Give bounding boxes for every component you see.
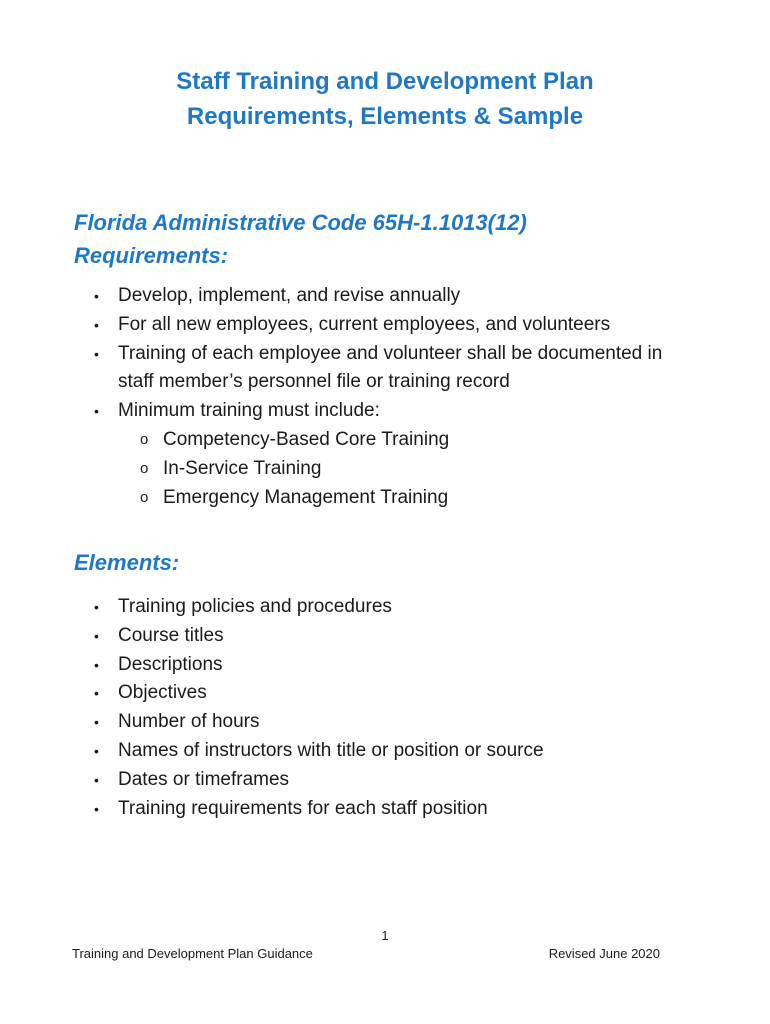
elements-list [0,593,544,823]
elements-heading [74,546,179,579]
list-item-text: Training policies and procedures [118,596,392,617]
bullet-icon: • [94,656,99,673]
list-item-text: For all new employees, current employees, and volunteers [118,313,611,335]
list-item [0,651,544,680]
requirements-heading-line-1: Florida Administrative Code 65H-1.1013(12) [74,210,527,235]
circle-bullet-icon: o [140,488,149,506]
circle-bullet-icon: o [140,430,149,448]
list-item-text: Names of instructors with title or position or source [118,739,544,761]
list-item [0,795,544,824]
bullet-icon: • [94,345,99,362]
bullet-icon: • [94,316,99,333]
list-item [0,311,662,340]
list-item [0,340,662,369]
sub-list-item-text: Competency-Based Core Training [163,428,450,450]
list-item-text: Minimum training must include: [118,400,380,422]
list-item-text: Training requirements for each staff position [118,797,488,819]
list-item [0,708,544,737]
document-title [0,64,770,134]
list-item [0,622,544,651]
sub-list-item [0,426,662,455]
bullet-icon: • [94,288,99,304]
sub-list-item-text: In-Service Training [163,457,322,479]
circle-bullet-icon: o [140,459,149,477]
page-number: 1 [381,928,389,943]
list-item-text: staff member’s personnel file or training record [118,371,510,393]
title-line-2: Requirements, Elements & Sample [186,103,584,130]
list-item-text: Descriptions [118,653,223,675]
list-item-text: Training of each employee and volunteer shall be documented in [118,342,663,364]
sub-list-item [0,455,662,484]
bullet-icon: • [94,403,99,420]
list-item-text: Course titles [118,624,224,646]
bullet-icon: • [94,599,99,615]
bullet-icon: • [94,771,99,788]
requirements-heading [74,206,527,272]
bullet-icon: • [94,742,99,759]
list-item-text: Develop, implement, and revise annually [118,285,461,306]
list-item [0,397,662,426]
footer-document-title: Training and Development Plan Guidance [72,946,313,961]
list-item-text: Number of hours [118,711,260,733]
list-item-text: Dates or timeframes [118,768,290,790]
elements-heading-text: Elements: [74,550,180,575]
requirements-heading-line-2: Requirements: [74,243,229,268]
footer-revision-date: Revised June 2020 [548,946,660,961]
bullet-icon: • [94,685,99,702]
list-item [0,737,544,766]
sub-list-item-text: Emergency Management Training [163,486,449,508]
list-item [0,679,544,708]
requirements-list [0,282,662,512]
sub-list-item [0,484,662,513]
list-item [0,766,544,795]
list-item-continuation [0,368,662,397]
list-item [0,282,662,311]
list-item [0,593,544,622]
bullet-icon: • [94,800,99,817]
bullet-icon: • [94,714,99,731]
list-item-text: Objectives [118,682,207,704]
title-line-1: Staff Training and Development Plan [176,68,594,95]
bullet-icon: • [94,627,99,644]
